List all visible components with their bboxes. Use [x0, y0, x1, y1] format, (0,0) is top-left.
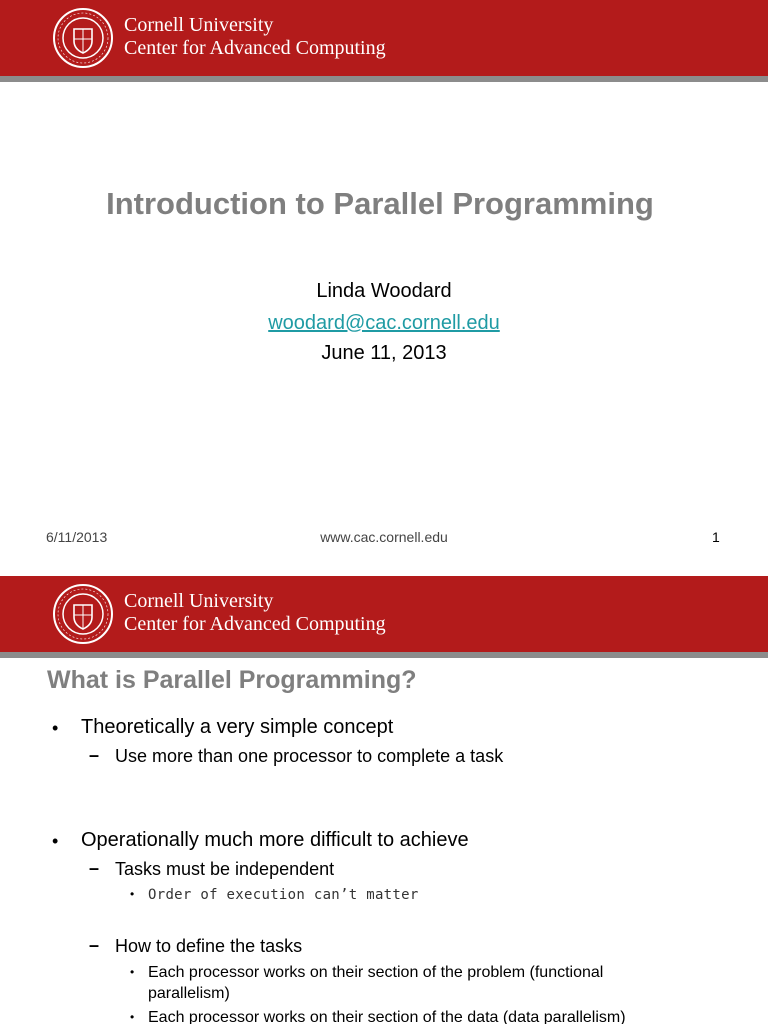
presentation-date: June 11, 2013 [321, 342, 447, 364]
bullet-2-sub-2-item-2: Each processor works on their section of the data (data parallelism) [148, 1009, 626, 1024]
bullet-2-sub-1: Tasks must be independent [115, 859, 335, 879]
org-name [124, 14, 386, 60]
bullet-dot-icon: • [130, 965, 135, 979]
bullet-dot-icon: • [52, 718, 59, 738]
bullet-2-sub-2: How to define the tasks [115, 936, 303, 956]
author-email-link[interactable]: woodard@cac.cornell.edu [268, 312, 500, 334]
header-rule [0, 652, 768, 658]
cornell-seal-icon [52, 583, 114, 645]
bullet-2: Operationally much more difficult to achieve [81, 829, 469, 851]
sub-bullet-dash-icon: – [89, 858, 100, 878]
org-line-2: Center for Advanced Computing [124, 37, 386, 59]
bullet-1: Theoretically a very simple concept [81, 716, 394, 738]
header-rule [0, 76, 768, 82]
footer-page-number: 1 [712, 529, 720, 545]
bullet-1-sub-1: Use more than one processor to complete a task [115, 746, 504, 766]
bullet-dot-icon: • [130, 1010, 135, 1024]
slide-gap [0, 560, 768, 576]
bullet-dot-icon: • [130, 887, 135, 901]
slide-title: What is Parallel Programming? [47, 666, 417, 694]
header-banner [0, 0, 768, 76]
org-line-1: Cornell University [124, 590, 274, 612]
footer-date: 6/11/2013 [46, 529, 108, 545]
sub-bullet-dash-icon: – [89, 745, 100, 765]
slide-title: Introduction to Parallel Programming [106, 186, 654, 221]
bullet-dot-icon: • [52, 831, 59, 851]
org-name [124, 590, 386, 636]
sub-bullet-dash-icon: – [89, 935, 100, 955]
org-line-2: Center for Advanced Computing [124, 613, 386, 635]
org-line-1: Cornell University [124, 14, 274, 36]
bullet-2-sub-2-item-1: Each processor works on their section of the problem (functional parallelism) [148, 964, 604, 1002]
header-banner [0, 576, 768, 652]
slide-2 [0, 576, 768, 1024]
author-email-row [0, 312, 768, 335]
footer-url: www.cac.cornell.edu [320, 529, 448, 545]
cornell-seal-icon [52, 7, 114, 69]
author-name: Linda Woodard [316, 280, 452, 302]
bullet-2-sub-1-item-1: Order of execution can’t matter [148, 887, 419, 903]
